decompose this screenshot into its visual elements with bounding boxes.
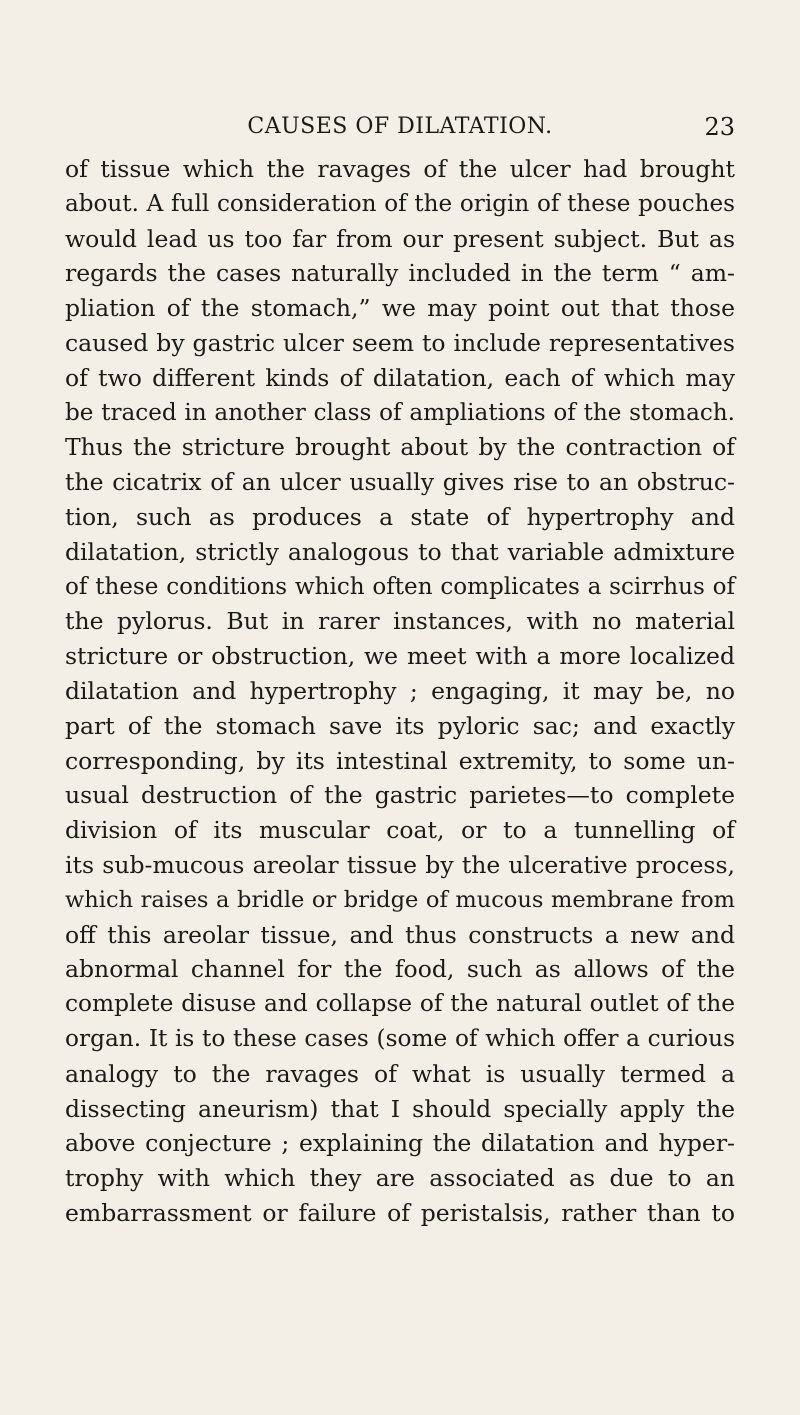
text-line: abnormal channel for the food, such as allows of the xyxy=(65,955,735,984)
text-line: of these conditions which often complicates a scirrhus of xyxy=(65,573,735,600)
text-line: complete disuse and collapse of the natural outlet of the xyxy=(65,990,735,1018)
text-line: be traced in another class of ampliations of the stomach. xyxy=(65,399,735,426)
running-head: CAUSES OF DILATATION. xyxy=(247,114,553,139)
text-line: which raises a bridle or bridge of mucous membrane from xyxy=(65,886,735,913)
text-line: dilatation and hypertrophy ; engaging, it may be, no xyxy=(65,676,735,705)
text-line: the pylorus. But in rarer instances, with no material xyxy=(65,607,735,636)
text-line: about. A full consideration of the origin of these pouches xyxy=(65,190,735,217)
text-line: usual destruction of the gastric parietes—to complete xyxy=(65,781,735,810)
text-line: dilatation, strictly analogous to that variable admixture xyxy=(65,537,735,566)
text-line: Thus the stricture brought about by the contraction of xyxy=(65,433,735,462)
text-line: pliation of the stomach,” we may point out that those xyxy=(65,294,735,323)
text-line: caused by gastric ulcer seem to include representatives xyxy=(65,328,735,357)
text-line: analogy to the ravages of what is usually termed a xyxy=(65,1059,735,1088)
text-line: organ. It is to these cases (some of which offer a curious xyxy=(65,1024,735,1052)
text-line: the cicatrix of an ulcer usually gives rise to an obstruc- xyxy=(65,468,735,497)
text-line: above conjecture ; explaining the dilatation and hyper- xyxy=(65,1129,735,1158)
text-line: dissecting aneurism) that I should specially apply the xyxy=(65,1094,735,1123)
text-line: of two different kinds of dilatation, each of which may xyxy=(65,363,735,392)
text-line: stricture or obstruction, we meet with a more localized xyxy=(65,642,735,671)
body-text xyxy=(65,152,735,1231)
text-line: of tissue which the ravages of the ulcer had brought xyxy=(65,155,735,183)
text-line: trophy with which they are associated as due to an xyxy=(65,1164,735,1193)
text-line: regards the cases naturally included in the term “ am- xyxy=(65,259,735,288)
text-line: its sub-mucous areolar tissue by the ulcerative process, xyxy=(65,850,735,879)
text-line: part of the stomach save its pyloric sac; and exactly xyxy=(65,711,735,740)
text-line: division of its muscular coat, or to a tunnelling of xyxy=(65,816,735,845)
text-line: embarrassment or failure of peristalsis, rather than to xyxy=(65,1198,735,1227)
text-line: tion, such as produces a state of hypertrophy and xyxy=(65,502,735,531)
page-number: 23 xyxy=(704,113,735,141)
text-line: would lead us too far from our present subject. But as xyxy=(65,224,735,253)
page-header xyxy=(65,112,735,146)
text-line: corresponding, by its intestinal extremity, to some un- xyxy=(65,746,735,775)
text-line: off this areolar tissue, and thus constructs a new and xyxy=(65,920,735,949)
